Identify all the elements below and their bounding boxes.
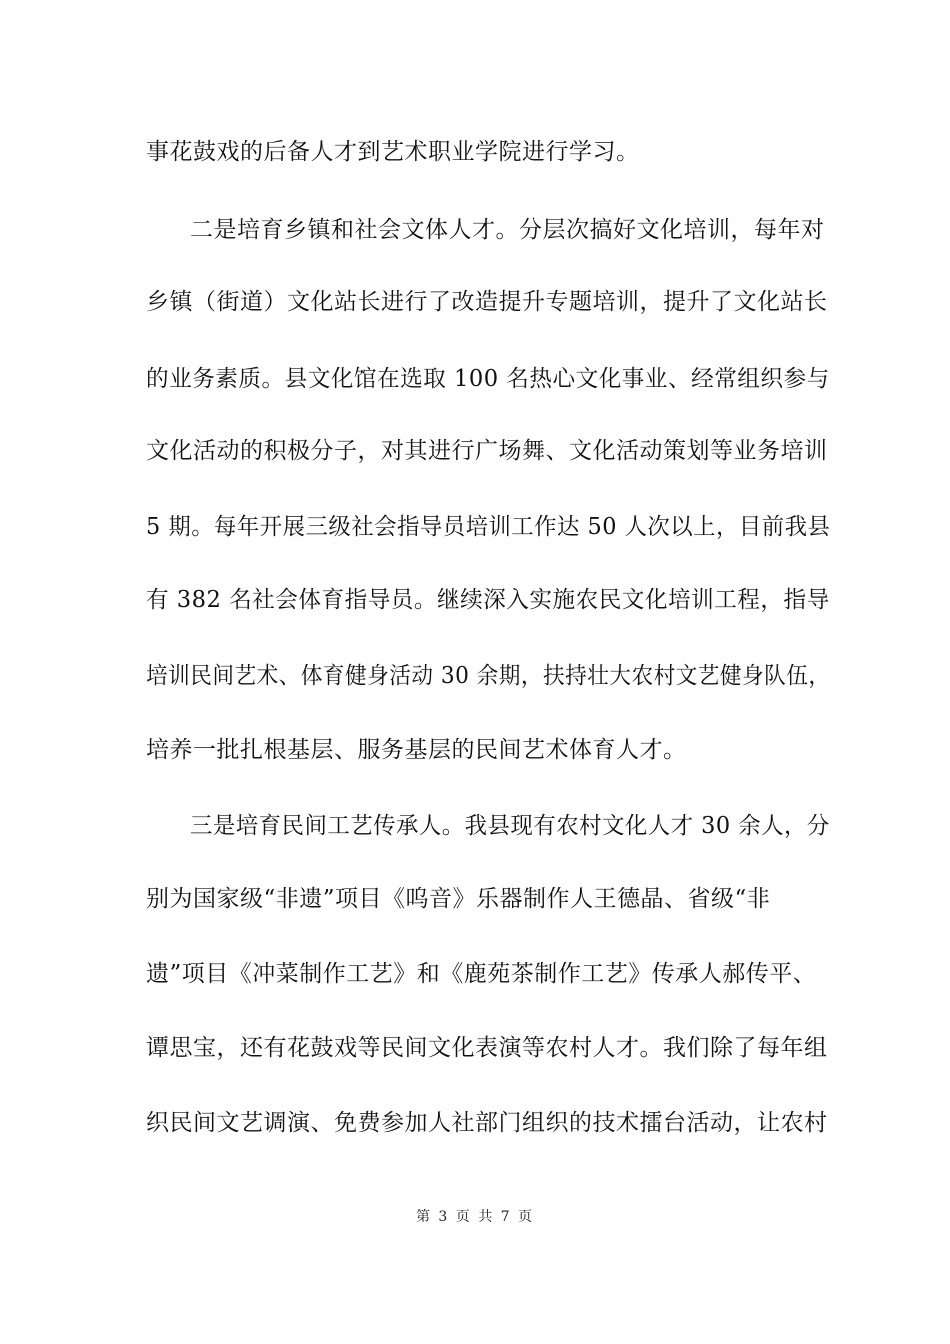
text-line-14: 织民间文艺调演、免费参加人社部门组织的技术擂台活动，让农村: [146, 1110, 828, 1136]
page-number-footer: 第 3 页 共 7 页: [415, 1209, 535, 1225]
text-line-6: 5 期。每年开展三级社会指导员培训工作达 50 人次以上，目前我县: [146, 514, 831, 540]
text-line-7: 有 382 名社会体育指导员。继续深入实施农民文化培训工程，指导: [146, 587, 830, 613]
text-line-3: 乡镇（街道）文化站长进行了改造提升专题培训，提升了文化站长: [146, 289, 828, 315]
text-line-12: 遗”项目《冲菜制作工艺》和《鹿苑茶制作工艺》传承人郝传平、: [146, 961, 817, 987]
text-line-10: 三是培育民间工艺传承人。我县现有农村文化人才 30 余人，分: [190, 813, 830, 839]
text-line-11: 别为国家级“非遗”项目《呜音》乐器制作人王德晶、省级“非: [146, 886, 771, 912]
text-line-13: 谭思宝，还有花鼓戏等民间文化表演等农村人才。我们除了每年组: [146, 1035, 828, 1061]
text-line-9: 培养一批扎根基层、服务基层的民间艺术体育人才。: [146, 737, 687, 763]
text-line-1: 事花鼓戏的后备人才到艺术职业学院进行学习。: [146, 139, 640, 165]
text-line-8: 培训民间艺术、体育健身活动 30 余期，扶持壮大农村文艺健身队伍，: [146, 663, 831, 689]
text-line-5: 文化活动的积极分子，对其进行广场舞、文化活动策划等业务培训: [146, 438, 828, 464]
text-line-4: 的业务素质。县文化馆在选取 100 名热心文化事业、经常组织参与: [146, 366, 830, 392]
text-line-2: 二是培育乡镇和社会文体人才。分层次搞好文化培训，每年对: [190, 217, 825, 243]
